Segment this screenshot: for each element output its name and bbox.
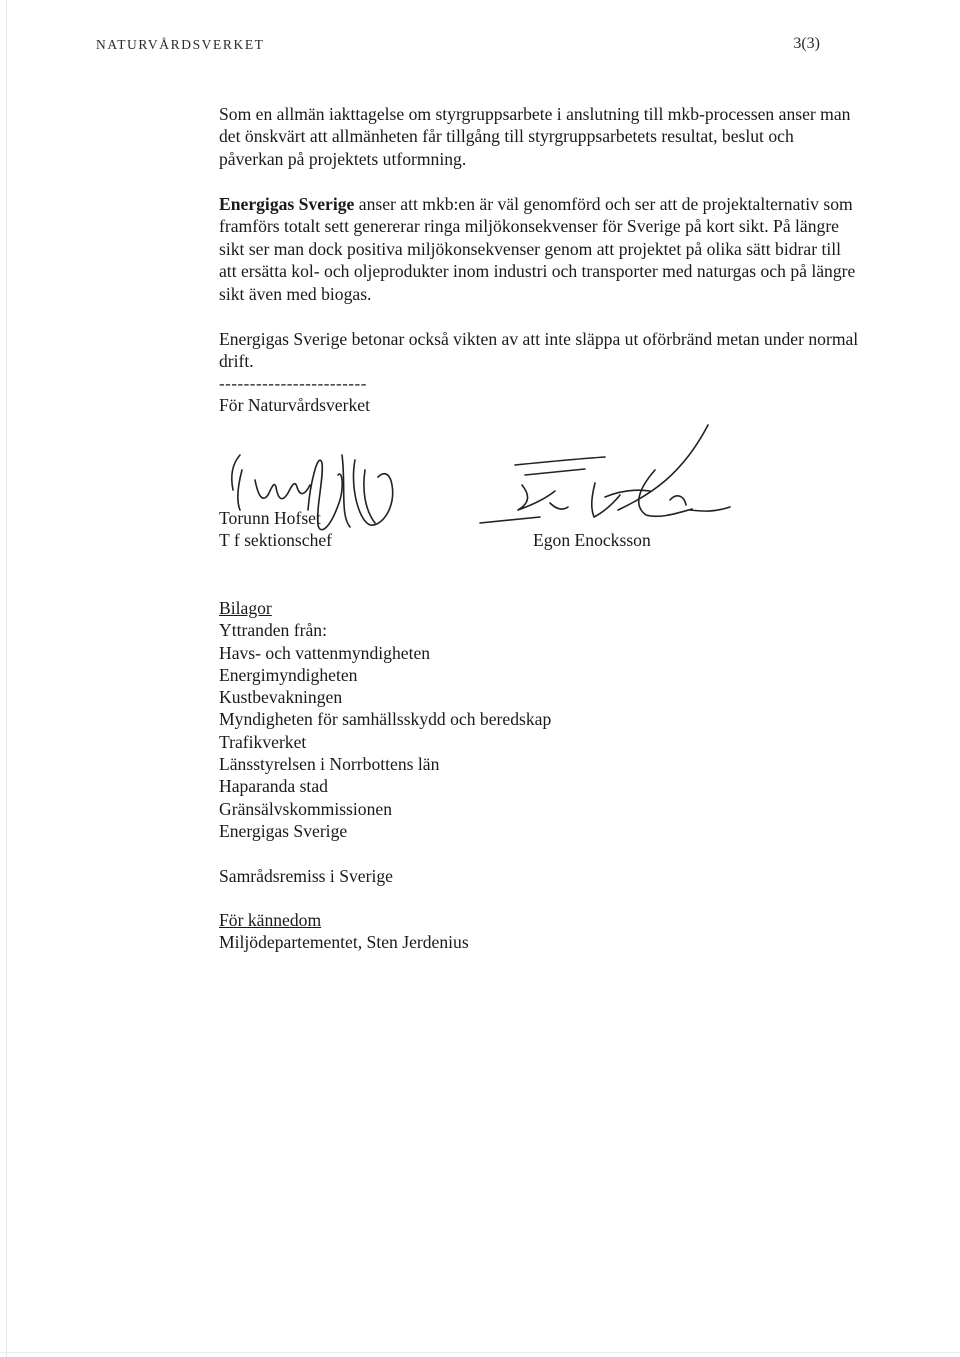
attachment-item: Energimyndigheten	[219, 664, 358, 685]
signatory-left-title: T f sektionschef	[219, 530, 333, 550]
separator-line: ------------------------	[219, 374, 367, 393]
attachment-item: Haparanda stad	[219, 776, 328, 797]
spacer	[219, 887, 551, 909]
for-information-recipient: Miljödepartementet, Sten Jerdenius	[219, 932, 469, 953]
paragraph-observation: Som en allmän iakttagelse om styrgruppsarbete i anslutning till mkb-processen anser man det önskvärt att allmänheten får tillgång till styrgruppsarbetets resultat, beslut och påverkan på projektets utformning.	[219, 104, 851, 169]
attachment-item: Trafikverket	[219, 731, 307, 752]
paragraph-methane: Energigas Sverige betonar också vikten av att inte släppa ut oförbränd metan under normal drift.	[219, 329, 859, 372]
consultation-line: Samrådsremiss i Sverige	[219, 865, 393, 886]
attachments-heading: Bilagor	[219, 598, 272, 618]
header-organization: NATURVÅRDSVERKET	[96, 37, 265, 52]
paragraph-energigas-rest: anser att mkb:en är väl genomförd och ser att de projektalternativ som framförs totalt sett genererar ringa miljökonsekvenser för Sverige på kort sikt. På längre sikt ser man dock positiva miljökonsekvenser genom att projektet på olika sätt bidrar till att ersätta kol- och oljeprodukter inom industri och transporter med naturgas och på längre sikt även med biogas.	[219, 194, 856, 304]
for-information-heading: För kännedom	[219, 910, 322, 931]
spacer	[219, 842, 551, 864]
attachment-item: Energigas Sverige	[219, 820, 348, 841]
attachment-item: Gränsälvskommissionen	[219, 798, 392, 819]
page-edge-left	[6, 0, 7, 1357]
paragraph-energigas-lead: Energigas Sverige	[219, 194, 355, 214]
signatory-right-name: Egon Enocksson	[533, 530, 651, 550]
attachment-item: Kustbevakningen	[219, 687, 343, 708]
attachments-intro: Yttranden från:	[219, 620, 327, 641]
attachment-item: Havs- och vattenmyndigheten	[219, 642, 431, 663]
paragraph-energigas	[219, 193, 859, 305]
attachment-item: Myndigheten för samhällsskydd och beredskap	[219, 709, 552, 730]
header-page-number: 3(3)	[793, 35, 820, 52]
signatory-left-name: Torunn Hofset	[219, 508, 321, 528]
attachments-block	[219, 597, 551, 954]
page-edge-bottom	[0, 1352, 960, 1353]
signature-right	[480, 425, 730, 523]
for-organization: För Naturvårdsverket	[219, 395, 370, 415]
attachment-item: Länsstyrelsen i Norrbottens län	[219, 754, 440, 775]
